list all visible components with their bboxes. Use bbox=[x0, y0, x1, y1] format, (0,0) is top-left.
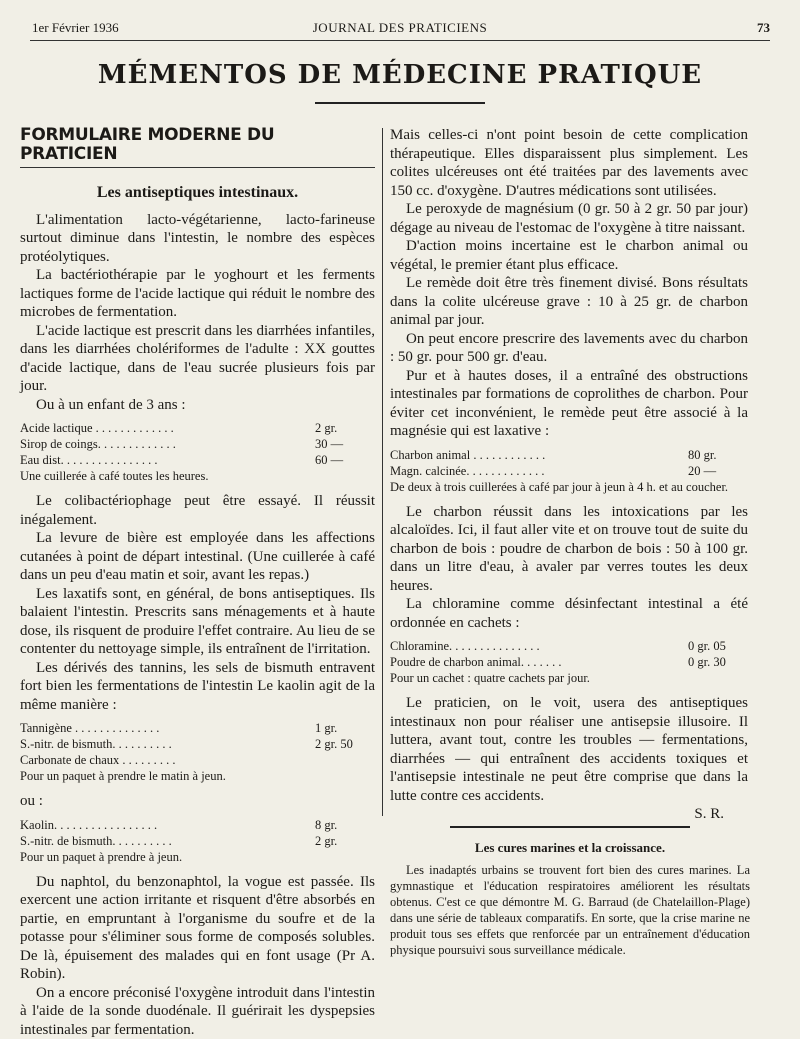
section-heading: FORMULAIRE MODERNE DU PRATICIEN bbox=[20, 126, 375, 163]
column-divider bbox=[382, 128, 383, 816]
prescription-line: Tannigène . . . . . . . . . . . . . . 1 gr. bbox=[20, 720, 375, 736]
paragraph: ou : bbox=[20, 792, 375, 811]
box-title: Les cures marines et la croissance. bbox=[390, 840, 750, 856]
paragraph: On peut encore prescrire des lavements avec du charbon : 50 gr. pour 500 gr. d'eau. bbox=[390, 330, 748, 367]
paragraph: L'alimentation lacto-végétarienne, lacto-farineuse surtout diminue dans l'intestin, le nombre des espèces protéolytiques. bbox=[20, 211, 375, 267]
right-column bbox=[390, 126, 748, 824]
page-title: MÉMENTOS DE MÉDECINE PRATIQUE bbox=[0, 60, 800, 90]
prescription-note: Une cuillerée à café toutes les heures. bbox=[20, 468, 375, 484]
prescription-line: Kaolin. . . . . . . . . . . . . . . . . 8 gr. bbox=[20, 817, 375, 833]
running-header bbox=[30, 18, 770, 40]
paragraph: La chloramine comme désinfectant intestinal a été ordonnée en cachets : bbox=[390, 595, 748, 632]
paragraph: Le charbon réussit dans les intoxications par les alcaloïdes. Ici, il faut aller vite et on trouve tout de suite du charbon de bois : poudre de charbon de bois : 50 à 100 gr. dans un litre d'eau, à avaler par verres toutes les deux heures. bbox=[390, 503, 748, 596]
prescription-note: De deux à trois cuillerées à café par jour à jeun à 4 h. et au coucher. bbox=[390, 479, 748, 495]
title-rule bbox=[315, 102, 485, 104]
paragraph: La levure de bière est employée dans les affections cutanées à point de départ intestinal. (Une cuillerée à café dans un peu d'eau matin et soir, avant les repas.) bbox=[20, 529, 375, 585]
paragraph: D'action moins incertaine est le charbon animal ou végétal, le premier étant plus efficace. bbox=[390, 237, 748, 274]
prescription-line: Magn. calcinée. . . . . . . . . . . . . 20 — bbox=[390, 463, 748, 479]
paragraph: La bactériothérapie par le yoghourt et les ferments lactiques forme de l'acide lactique qui réduit le nombre des microbes de fermentation. bbox=[20, 266, 375, 322]
prescription-line: Poudre de charbon animal. . . . . . . 0 gr. 30 bbox=[390, 654, 748, 670]
box-rule bbox=[450, 826, 690, 828]
prescription-note: Pour un cachet : quatre cachets par jour. bbox=[390, 670, 748, 686]
prescription-block bbox=[20, 720, 375, 784]
prescription-block bbox=[20, 817, 375, 865]
prescription-line: Charbon animal . . . . . . . . . . . . 80 gr. bbox=[390, 447, 748, 463]
prescription-line: Sirop de coings. . . . . . . . . . . . . 30 — bbox=[20, 436, 375, 452]
box-text: Les inadaptés urbains se trouvent fort bien des cures marines. La gymnastique et l'éducation respiratoires améliorent les résultats obtenus. C'est ce que démontre M. G. Barraud (de Chatelaillon-Plage) dans une série de tableaux comparatifs. En sorte, que la crise marine ne produit tous ses effets que renforcée par un entraînement d'éducation physique poursuivi sous surveillance médicale. bbox=[390, 862, 750, 958]
prescription-line: Carbonate de chaux . . . . . . . . . bbox=[20, 752, 375, 768]
paragraph: On a encore préconisé l'oxygène introduit dans l'intestin à l'aide de la sonde duodénale. Il guérirait les dyspepsies intestinales par fermentation. bbox=[20, 984, 375, 1039]
left-column bbox=[20, 126, 375, 1039]
prescription-line: S.-nitr. de bismuth. . . . . . . . . . 2 gr. 50 bbox=[20, 736, 375, 752]
header-rule bbox=[30, 40, 770, 41]
paragraph: Le peroxyde de magnésium (0 gr. 50 à 2 gr. 50 par jour) dégage au niveau de l'estomac de l'oxygène à titre naissant. bbox=[390, 200, 748, 237]
prescription-note: Pour un paquet à prendre le matin à jeun. bbox=[20, 768, 375, 784]
paragraph: Le colibactériophage peut être essayé. Il réussit inégalement. bbox=[20, 492, 375, 529]
prescription-block bbox=[390, 447, 748, 495]
prescription-line: Chloramine. . . . . . . . . . . . . . . 0 gr. 05 bbox=[390, 638, 748, 654]
prescription-block bbox=[390, 638, 748, 686]
journal-name: JOURNAL DES PRATICIENS bbox=[30, 20, 770, 36]
paragraph: Les dérivés des tannins, les sels de bismuth entravent fort bien les fermentations de l'intestin Le kaolin agit de la même manière : bbox=[20, 659, 375, 715]
paragraph: Les laxatifs sont, en général, de bons antiseptiques. Ils balaient l'intestin. Prescrits sans ménagements et à haute dose, ils risquent de produire l'effet contraire. Au lieu de se contenter du nettoyage simple, ils entraînent de l'irritation. bbox=[20, 585, 375, 659]
prescription-line: Eau dist. . . . . . . . . . . . . . . . 60 — bbox=[20, 452, 375, 468]
page-number: 73 bbox=[757, 20, 770, 36]
prescription-block bbox=[20, 420, 375, 484]
issue-date: 1er Février 1936 bbox=[32, 20, 119, 36]
paragraph: L'acide lactique est prescrit dans les diarrhées infantiles, dans les diarrhées cholériformes de l'adulte : XX gouttes d'acide lactique, dans de l'eau sucrée plusieurs fois par jour. bbox=[20, 322, 375, 396]
paragraph: Le remède doit être très finement divisé. Bons résultats dans la colite ulcéreuse grave : 10 à 25 gr. de charbon animal par jour. bbox=[390, 274, 748, 330]
paragraph: Le praticien, on le voit, usera des antiseptiques intestinaux non pour réaliser une antisepsie illusoire. Il luttera, avant tout, contre les troubles — fermentations, diarrhées — qui entraînent des accidents toxiques et l'antisepsie intestinale ne peut être comprise que dans la lutte contre ces accidents. bbox=[390, 694, 748, 805]
author-signature: S. R. bbox=[390, 805, 748, 824]
section-rule bbox=[20, 167, 375, 168]
paragraph: Mais celles-ci n'ont point besoin de cette complication thérapeutique. Elles disparaissent plus simplement. Les colites ulcéreuses ont été traitées par des lavements avec 150 cc. d'oxygène. D'autres médications sont utilisées. bbox=[390, 126, 748, 200]
paragraph: Ou à un enfant de 3 ans : bbox=[20, 396, 375, 415]
prescription-line: Acide lactique . . . . . . . . . . . . . 2 gr. bbox=[20, 420, 375, 436]
paragraph: Du naphtol, du benzonaphtol, la vogue est passée. Ils exercent une action irritante et risquent d'être absorbés en partie, en empruntant à l'organisme du soufre et de la potasse pour s'éliminer sous forme de composés solubles. De là, épuisement des malades qui en font usage (Pr A. Robin). bbox=[20, 873, 375, 984]
prescription-line: S.-nitr. de bismuth. . . . . . . . . . 2 gr. bbox=[20, 833, 375, 849]
prescription-note: Pour un paquet à prendre à jeun. bbox=[20, 849, 375, 865]
article-subheading: Les antiseptiques intestinaux. bbox=[20, 184, 375, 203]
news-box bbox=[390, 826, 750, 958]
paragraph: Pur et à hautes doses, il a entraîné des obstructions intestinales par formations de coprolithes de charbon. Pour éviter cet inconvénient, le remède peut être associé à la magnésie qui est laxative : bbox=[390, 367, 748, 441]
